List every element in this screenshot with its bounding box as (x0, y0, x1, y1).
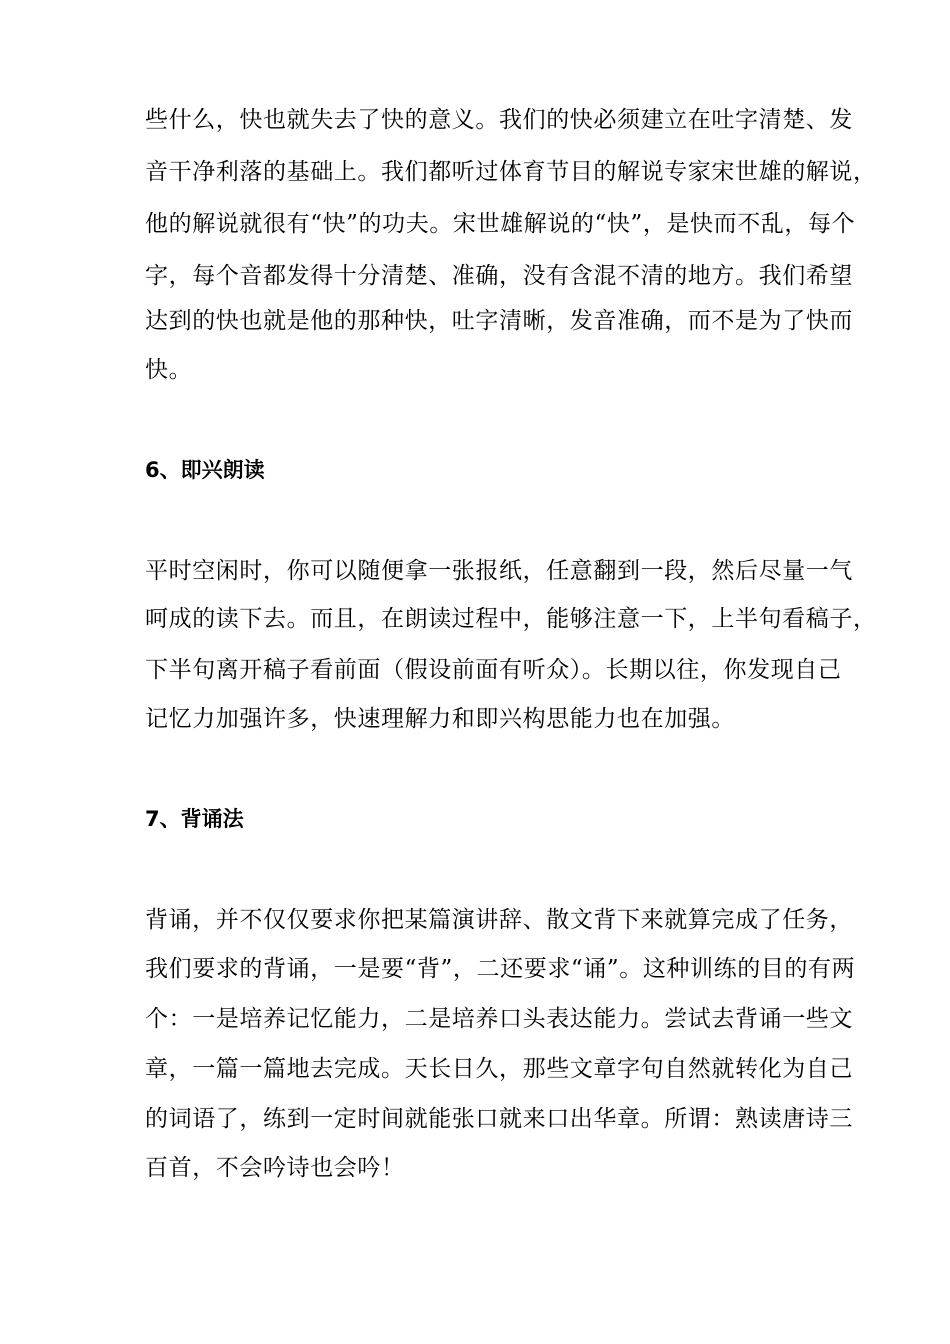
paragraph-line: 他的解说就很有“快”的功夫。宋世雄解说的“快”，是快而不乱，每个 (145, 211, 856, 237)
paragraph-line: 我们要求的背诵，一是要“背”，二还要求“诵”。这种训练的目的有两 (145, 956, 856, 982)
paragraph-line: 的词语了，练到一定时间就能张口就来口出华章。所谓：熟读唐诗三 (145, 1106, 853, 1132)
paragraph-line: 背诵，并不仅仅要求你把某篇演讲辞、散文背下来就算完成了任务， (145, 907, 853, 933)
paragraph-line: 音干净利落的基础上。我们都听过体育节目的解说专家宋世雄的解说， (145, 159, 877, 185)
paragraph-line: 呵成的读下去。而且，在朗读过程中，能够注意一下，上半句看稿子， (145, 606, 877, 632)
paragraph-line: 平时空闲时，你可以随便拿一张报纸，任意翻到一段，然后尽量一气 (145, 558, 853, 584)
paragraph-line: 下半句离开稿子看前面（假设前面有听众）。长期以往，你发现自己 (145, 657, 842, 683)
paragraph-line: 些什么，快也就失去了快的意义。我们的快必须建立在吐字清楚、发 (145, 107, 853, 133)
paragraph-line: 字，每个音都发得十分清楚、准确，没有含混不清的地方。我们希望 (145, 263, 853, 289)
paragraph-line: 快。 (145, 357, 193, 383)
paragraph-line: 达到的快也就是他的那种快，吐字清晰，发音准确，而不是为了快而 (145, 308, 853, 334)
paragraph-line: 章，一篇一篇地去完成。天长日久，那些文章字句自然就转化为自己 (145, 1056, 853, 1082)
section-heading-recitation: 7、背诵法 (145, 807, 244, 831)
paragraph-line: 个：一是培养记忆能力，二是培养口头表达能力。尝试去背诵一些文 (145, 1006, 853, 1032)
paragraph-line: 记忆力加强许多，快速理解力和即兴构思能力也在加强。 (145, 706, 735, 732)
paragraph-line: 百首，不会吟诗也会吟！ (145, 1155, 405, 1181)
section-heading-impromptu-reading: 6、即兴朗读 (145, 458, 265, 482)
